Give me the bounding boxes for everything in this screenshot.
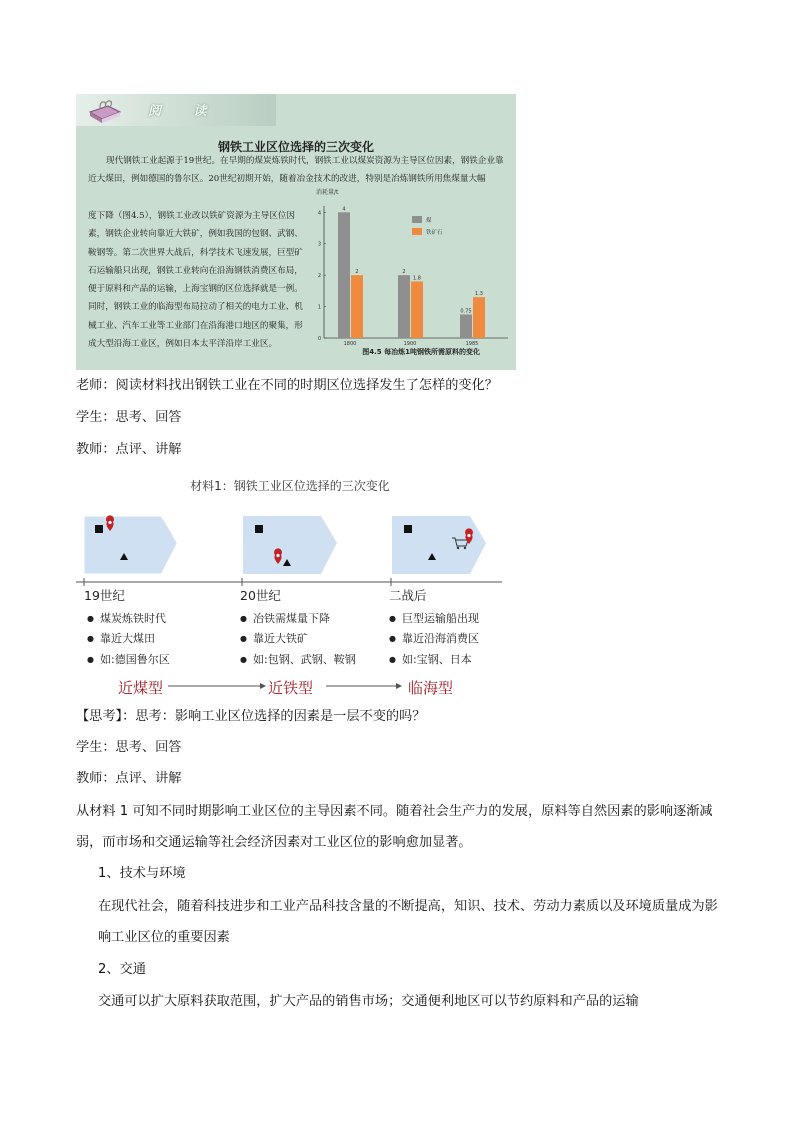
bar-ore [473,297,485,338]
type-label-coastal: 临海型 [408,679,454,697]
bar-ore [351,275,363,338]
y-tick-label: 3 [317,241,321,248]
x-tick-label: 1900 [403,341,417,347]
book-icon [86,100,124,124]
material-title: 材料1：钢铁工业区位选择的三次变化 [190,479,390,493]
legend-label: 煤 [426,218,432,224]
arrow-head-icon [396,683,402,689]
factor-paragraph-transport: 交通可以扩大原料获取范围，扩大产品的销售市场；交通便利地区可以节约原料和产品的运输 [98,994,639,1009]
stage-era-20th: 20世纪 [240,588,281,603]
coal-square-icon [404,525,412,533]
bar-coal [460,314,472,338]
teacher-question: 老师：阅读材料找出钢铁工业在不同的时期区位选择发生了怎样的变化？ [76,378,498,393]
bar-value-label: 0.75 [460,308,472,315]
y-tick-label: 4 [317,210,321,217]
x-tick-label: 1800 [343,341,357,347]
teacher-response: 教师：点评、讲解 [76,442,182,457]
conclusion-paragraph: 从材料 1 可知不同时期影响工业区位的主导因素不同。随着社会生产力的发展，原料等自然因素的影响逐渐减弱，而市场和交通运输等社会经济因素对工业区位的影响愈加显著。 [76,804,713,850]
y-tick-label: 2 [317,273,321,280]
arrow-head-icon [260,683,266,689]
reading-paragraph-left: 度下降（图4.5），钢铁工业改以铁矿资源为主导区位因素，钢铁企业转向靠近大铁矿，例如我国的包钢、武钢、鞍钢等。第二次世界大战后，科学技术飞速发展，巨型矿石运输船只出现，钢铁工业转向在沿海钢铁消费区布局，便于原料和产品的运输，上海宝钢的区位选择就是一例。同时，钢铁工业的临海型布局拉动了相关的电力工业、机械工业、汽车工业等工业部门在沿海港口地区的聚集，形成大型沿海工业区，例如日本太平洋沿岸工业区。 [88,211,303,350]
y-tick-label: 0 [317,336,321,342]
y-tick-label: 1 [317,304,321,311]
stage-panel-postwar [392,516,486,574]
factor-heading-tech: 1、技术与环境 [98,866,186,881]
student-response: 学生：思考、回答 [76,410,182,425]
stage-bullet: ● 煤炭炼铁时代 [87,610,166,626]
stage-era-19th: 19世纪 [84,588,125,603]
stage-bullet: ● 靠近大铁矿 [240,630,308,646]
x-tick-label: 1985 [465,341,479,347]
bar-value-label: 1.3 [475,291,483,298]
bar-value-label: 4 [342,206,346,213]
coal-square-icon [95,525,103,533]
y-axis-label: 消耗量/t [316,189,339,196]
type-label-coal: 近煤型 [118,679,164,697]
type-arrows [168,680,408,692]
bar-value-label: 2 [402,269,406,276]
reading-paragraph-top: 现代钢铁工业起源于19世纪。在早期的煤炭炼铁时代，钢铁工业以煤炭资源为主导区位因素，钢铁企业靠近大煤田，例如德国的鲁尔区。20世纪初期开始，随着冶金技术的改进，特别是冶炼钢铁所用焦煤量大幅 [88,156,504,185]
raw-material-bar-chart [312,186,512,368]
bar-value-label: 1.8 [413,275,421,282]
location-diagram [76,508,506,590]
reading-title: 钢铁工业区位选择的三次变化 [217,140,374,154]
student-response: 学生：思考、回答 [76,740,182,755]
coal-square-icon [255,525,263,533]
factor-paragraph-tech: 在现代社会，随着科技进步和工业产品科技含量的不断提高，知识、技术、劳动力素质以及环境质量成为影响工业区位的重要因素 [98,899,718,945]
stage-bullet: ● 如:德国鲁尔区 [87,651,170,667]
reading-box [76,94,516,370]
bar-value-label: 2 [355,269,359,276]
stage-panel-19th [84,516,178,574]
stage-bullet: ● 靠近大煤田 [87,630,155,646]
figure-caption: 图4.5 每冶炼1吨钢铁所需原料的变化 [362,348,480,356]
think-question: 【思考】：思考：影响工业区位选择的因素是一层不变的吗？ [76,709,426,724]
legend-swatch [412,216,422,223]
stage-bullet: ● 冶铁需煤量下降 [240,610,330,626]
stage-bullet: ● 如:宝钢、日本 [389,651,472,667]
stage-bullet: ● 如:包钢、武钢、鞍钢 [240,651,356,667]
bar-coal [398,275,410,338]
stage-bullet: ● 靠近沿海消费区 [389,630,479,646]
teacher-response: 教师：点评、讲解 [76,771,182,786]
stage-bullet: ● 巨型运输船出现 [389,610,479,626]
bar-ore [411,281,423,338]
reading-tab-label: 阅 读 [148,104,221,119]
stage-era-postwar: 二战后 [389,588,427,603]
bar-coal [338,212,350,338]
type-label-iron: 近铁型 [268,679,314,697]
legend-label: 铁矿石 [426,230,443,236]
factor-heading-transport: 2、交通 [98,962,146,977]
legend-swatch [412,228,422,235]
